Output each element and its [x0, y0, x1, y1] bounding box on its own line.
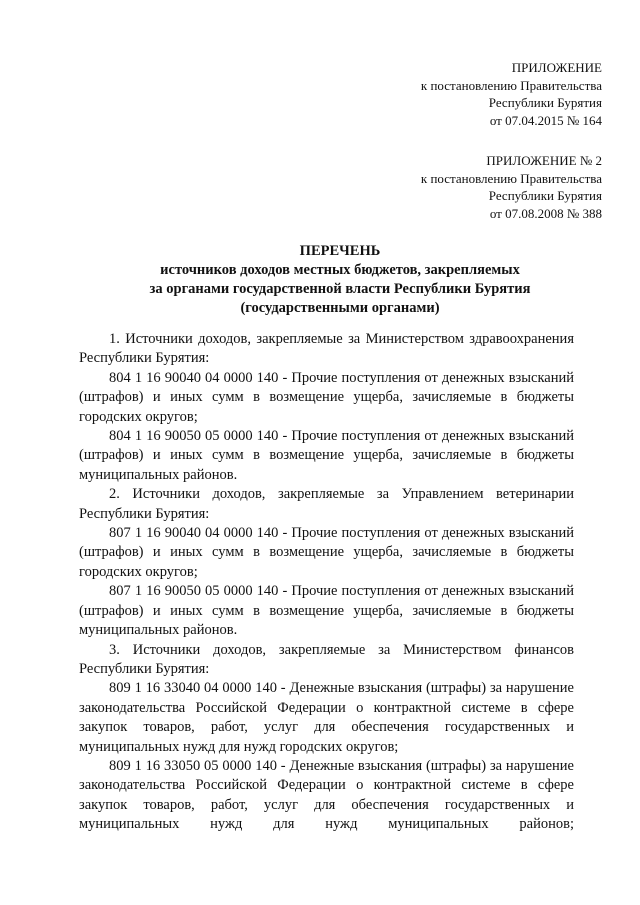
paragraph-item: 804 1 16 90050 05 0000 140 - Прочие поступления от денежных взысканий (штрафов) и иных сумм в возмещение ущерба, зачисляемые в бюджеты муниципальных районов.	[79, 428, 574, 483]
paragraph-item: 804 1 16 90040 04 0000 140 - Прочие поступления от денежных взысканий (штрафов) и иных сумм в возмещение ущерба, зачисляемые в бюджеты городских округов;	[79, 369, 574, 425]
appendix-header-2	[421, 152, 602, 222]
document-body	[79, 330, 574, 835]
appendix-2-line-3: от 07.08.2008 № 388	[489, 205, 602, 221]
appendix-header-1	[421, 59, 602, 129]
document-title	[80, 242, 600, 318]
paragraph-section-1: 1. Источники доходов, закрепляемые за Министерством здравоохранения Республики Бурятия:	[79, 331, 574, 367]
appendix-2-heading: ПРИЛОЖЕНИЕ № 2	[486, 153, 602, 168]
title-line-1: ПЕРЕЧЕНЬ	[299, 243, 381, 259]
appendix-1-heading: ПРИЛОЖЕНИЕ	[511, 60, 602, 75]
appendix-1-line-2: Республики Бурятия	[488, 95, 602, 110]
appendix-2-line-1: к постановлению Правительства	[420, 170, 602, 186]
paragraph-item: 809 1 16 33040 04 0000 140 - Денежные взыскания (штрафы) за нарушение законодательства Российской Федерации о контрактной системе в сфере закупок товаров, работ, услуг для обеспечения государственных и муниципальных нужд для нужд городских округов;	[79, 680, 574, 755]
paragraph-item: 809 1 16 33050 05 0000 140 - Денежные взыскания (штрафы) за нарушение законодательства Российской Федерации о контрактной системе в сфере закупок товаров, работ, услуг для обеспечения государственных и муниципальных нужд для нужд муниципальных районов;	[79, 757, 574, 833]
appendix-1-line-3: от 07.04.2015 № 164	[489, 112, 602, 128]
appendix-1-line-1: к постановлению Правительства	[420, 77, 602, 93]
title-line-3: за органами государственной власти Республики Бурятия	[149, 281, 531, 297]
appendix-2-line-2: Республики Бурятия	[488, 188, 602, 203]
title-line-2: источников доходов местных бюджетов, закрепляемых	[160, 262, 520, 278]
paragraph-section-2: 2. Источники доходов, закрепляемые за Управлением ветеринарии Республики Бурятия:	[79, 486, 574, 522]
paragraph-section-3: 3. Источники доходов, закрепляемые за Министерством финансов Республики Бурятия:	[79, 641, 574, 677]
title-line-4: (государственными органами)	[240, 300, 440, 316]
paragraph-item: 807 1 16 90050 05 0000 140 - Прочие поступления от денежных взысканий (штрафов) и иных сумм в возмещение ущерба, зачисляемые в бюджеты муниципальных районов.	[79, 583, 574, 639]
paragraph-item: 807 1 16 90040 04 0000 140 - Прочие поступления от денежных взысканий (штрафов) и иных сумм в возмещение ущерба, зачисляемые в бюджеты городских округов;	[79, 525, 574, 580]
